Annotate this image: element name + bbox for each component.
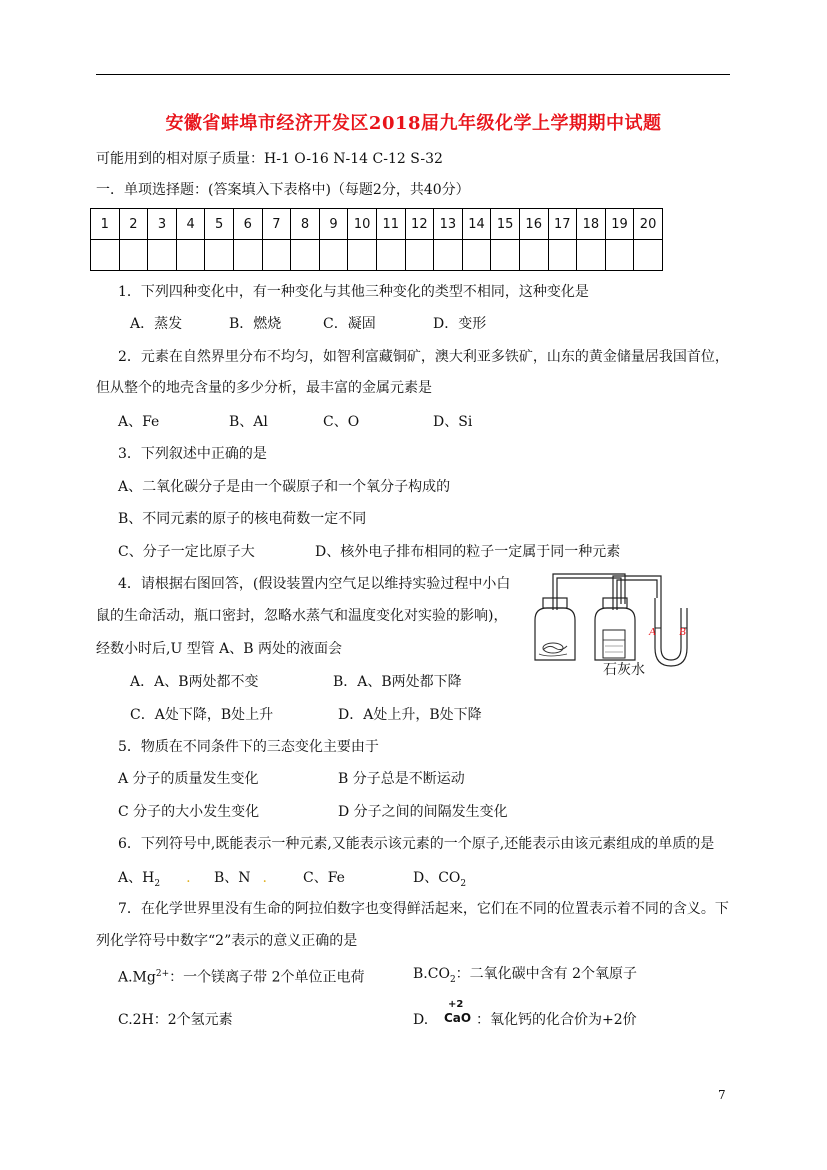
answer-blank-cell[interactable] xyxy=(405,240,434,271)
answer-number-cell: 17 xyxy=(548,209,577,240)
answer-number-cell: 19 xyxy=(605,209,634,240)
answer-blank-cell[interactable] xyxy=(348,240,377,271)
q1-option-c: C．凝固 xyxy=(323,316,376,332)
page-number: 7 xyxy=(718,1088,726,1102)
answer-number-cell: 8 xyxy=(291,209,320,240)
q7-option-b: $B.CO_2$：二氧化碳中含有 2个氧原子 xyxy=(413,966,638,985)
q5-option-c: C 分子的大小发生变化 xyxy=(118,804,260,820)
answer-blank-cell[interactable] xyxy=(634,240,663,271)
answer-blank-cell[interactable] xyxy=(205,240,234,271)
q6-option-d: D、$CO_2$ xyxy=(413,870,467,889)
answer-blank-cell[interactable] xyxy=(548,240,577,271)
q4-option-b: B．A、B两处都下降 xyxy=(333,674,462,690)
q5-option-b: B 分子总是不断运动 xyxy=(338,771,465,787)
atomic-masses: 可能用到的相对原子质量：H-1 O-16 N-14 C-12 S-32 xyxy=(96,151,443,167)
answer-blank-cell[interactable] xyxy=(491,240,520,271)
q6-option-a: A、$H_2$ . xyxy=(118,870,191,889)
q3-option-b: B、不同元素的原子的核电荷数一定不同 xyxy=(118,511,367,527)
q2-option-a: A、Fe xyxy=(118,414,160,430)
answer-blank-cell[interactable] xyxy=(319,240,348,271)
answer-blank-cell[interactable] xyxy=(605,240,634,271)
q4-option-a: A．A、B两处都不变 xyxy=(130,674,259,690)
q5-option-a: A 分子的质量发生变化 xyxy=(118,771,259,787)
q3-option-d: D、核外电子排布相同的粒子一定属于同一种元素 xyxy=(315,544,621,560)
q7-stem-line2: 列化学符号中数字“2”表示的意义正确的是 xyxy=(96,933,358,949)
q1-option-a: A．蒸发 xyxy=(130,316,183,332)
q6-stem: 6．下列符号中,既能表示一种元素,又能表示该元素的一个原子,还能表示由该元素组成的单质的是 xyxy=(118,836,715,852)
figure-label-b: B xyxy=(679,626,686,638)
answer-number-cell: 10 xyxy=(348,209,377,240)
answer-blank-cell[interactable] xyxy=(519,240,548,271)
answer-number-cell: 14 xyxy=(462,209,491,240)
answer-table-number-row xyxy=(91,209,663,240)
answer-number-cell: 9 xyxy=(319,209,348,240)
q4-option-c: C．A处下降，B处上升 xyxy=(130,707,274,723)
apparatus-figure xyxy=(525,568,697,680)
figure-label-a: A xyxy=(649,626,656,638)
q1-option-b: B．燃烧 xyxy=(229,316,282,332)
answer-blank-cell[interactable] xyxy=(577,240,606,271)
answer-number-cell: 15 xyxy=(491,209,520,240)
q3-stem: 3．下列叙述中正确的是 xyxy=(118,446,267,462)
answer-blank-cell[interactable] xyxy=(119,240,148,271)
answer-blank-cell[interactable] xyxy=(291,240,320,271)
answer-blank-cell[interactable] xyxy=(434,240,463,271)
answer-number-cell: 11 xyxy=(376,209,405,240)
q7-stem-line1: 7．在化学世界里没有生命的阿拉伯数字也变得鲜活起来，它们在不同的位置表示着不同的含义。下 xyxy=(118,901,729,917)
q6-option-b: B、N . xyxy=(214,870,267,886)
figure-label-limewater: 石灰水 xyxy=(603,662,645,678)
q4-option-d: D．A处上升，B处下降 xyxy=(338,707,482,723)
answer-blank-cell[interactable] xyxy=(233,240,262,271)
q7-option-d-text: ：氧化钙的化合价为+2价 xyxy=(476,1012,637,1028)
q7-option-a: $A.Mg^{2+}$：一个镁离子带 2个单位正电荷 xyxy=(118,969,365,986)
q4-stem-line2: 鼠的生命活动，瓶口密封，忽略水蒸气和温度变化对实验的影响)， xyxy=(96,608,508,624)
answer-number-cell: 12 xyxy=(405,209,434,240)
q4-stem-line3: 经数小时后,U 型管 A、B 两处的液面会 xyxy=(96,641,342,657)
q5-stem: 5．物质在不同条件下的三态变化主要由于 xyxy=(118,739,379,755)
answer-blank-cell[interactable] xyxy=(176,240,205,271)
q1-stem: 1．下列四种变化中，有一种变化与其他三种变化的类型不相同，这种变化是 xyxy=(118,284,589,300)
answer-blank-cell[interactable] xyxy=(91,240,120,271)
answer-number-cell: 20 xyxy=(634,209,663,240)
answer-number-cell: 3 xyxy=(148,209,177,240)
header-rule xyxy=(96,74,730,75)
answer-number-cell: 13 xyxy=(434,209,463,240)
q7-option-d-formula: CaO xyxy=(444,1011,472,1025)
answer-number-cell: 6 xyxy=(233,209,262,240)
answer-number-cell: 7 xyxy=(262,209,291,240)
section-heading: 一．单项选择题：(答案填入下表格中)（每题2分，共40分） xyxy=(96,182,470,198)
answer-number-cell: 5 xyxy=(205,209,234,240)
q2-stem-line1: 2．元素在自然界里分布不均匀，如智利富藏铜矿，澳大利亚多铁矿，山东的黄金储量居我国首位， xyxy=(118,349,729,365)
answer-blank-cell[interactable] xyxy=(262,240,291,271)
answer-number-cell: 1 xyxy=(91,209,120,240)
q3-option-a: A、二氧化碳分子是由一个碳原子和一个氧分子构成的 xyxy=(118,479,451,495)
answer-table xyxy=(90,208,663,271)
answer-blank-cell[interactable] xyxy=(148,240,177,271)
answer-table-answer-row[interactable] xyxy=(91,240,663,271)
q5-option-d: D 分子之间的间隔发生变化 xyxy=(338,804,508,820)
answer-blank-cell[interactable] xyxy=(462,240,491,271)
answer-number-cell: 16 xyxy=(519,209,548,240)
q2-option-c: C、O xyxy=(323,414,360,430)
q3-option-c: C、分子一定比原子大 xyxy=(118,544,255,560)
q2-option-b: B、Al xyxy=(229,414,268,430)
answer-number-cell: 2 xyxy=(119,209,148,240)
page-title: 安徽省蚌埠市经济开发区2018届九年级化学上学期期中试题 xyxy=(165,113,662,134)
q7-option-d-prefix: D. xyxy=(413,1012,429,1028)
answer-blank-cell[interactable] xyxy=(376,240,405,271)
answer-number-cell: 4 xyxy=(176,209,205,240)
q2-stem-line2: 但从整个的地壳含量的多少分析，最丰富的金属元素是 xyxy=(96,380,432,396)
q4-stem-line1: 4．请根据右图回答，(假设装置内空气足以维持实验过程中小白 xyxy=(118,576,511,592)
q6-option-c: C、Fe xyxy=(303,870,345,886)
q2-option-d: D、Si xyxy=(433,414,473,430)
q7-option-d-valence: +2 xyxy=(448,999,464,1010)
answer-number-cell: 18 xyxy=(577,209,606,240)
q1-option-d: D．变形 xyxy=(433,316,487,332)
q7-option-c: C.2H：2个氢元素 xyxy=(118,1012,233,1028)
